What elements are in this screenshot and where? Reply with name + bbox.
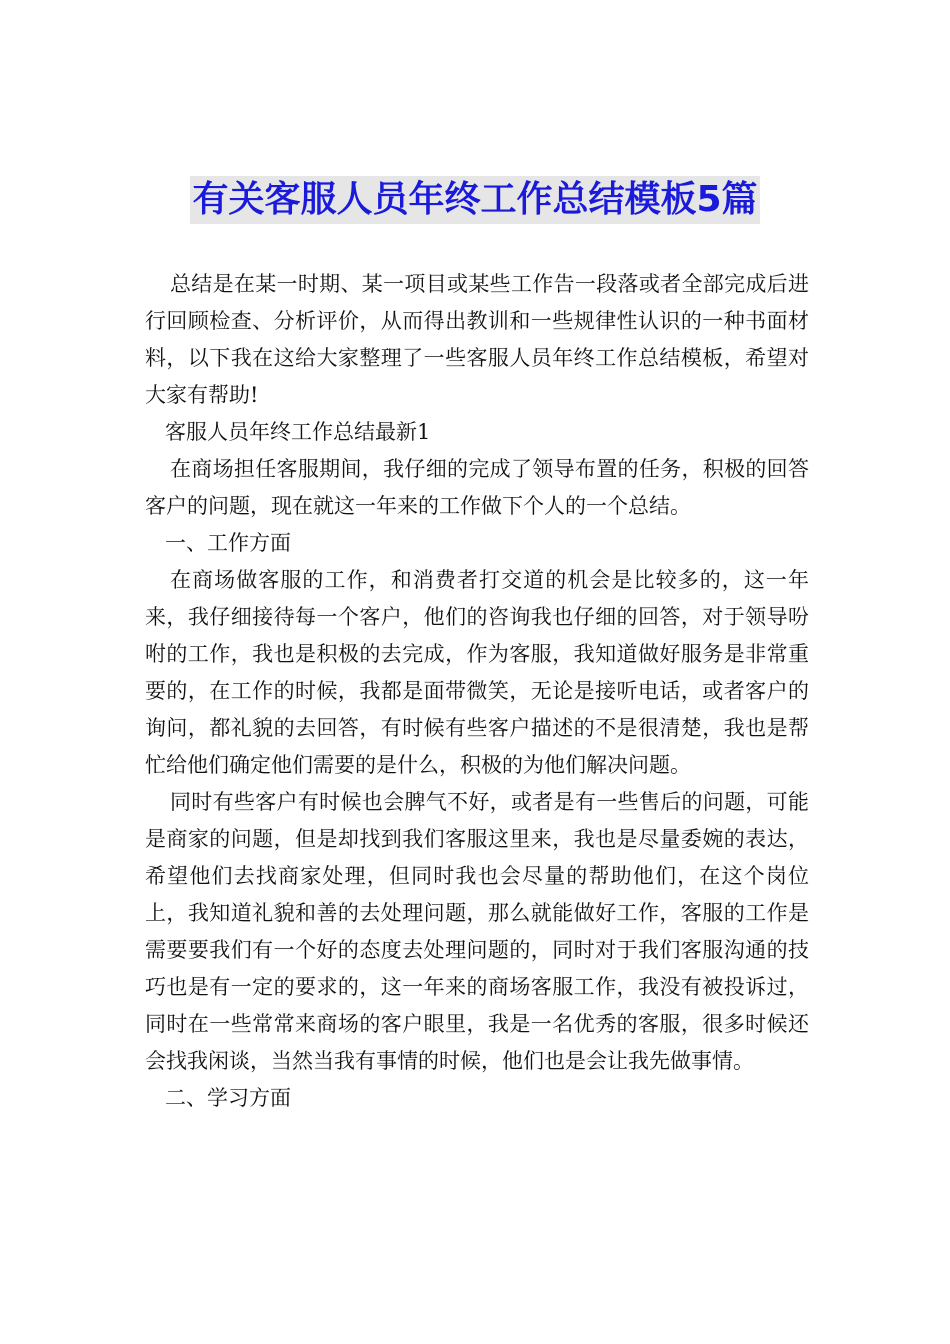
- body-paragraph: 在商场担任客服期间，我仔细的完成了领导布置的任务，积极的回答客户的问题，现在就这一年来的工作做下个人的一个总结。: [145, 457, 809, 518]
- title-container: [0, 176, 950, 224]
- body-paragraph: 同时有些客户有时候也会脾气不好，或者是有一些售后的问题，可能是商家的问题，但是却找到我们客服这里来，我也是尽量委婉的表达，希望他们去找商家处理，但同时我也会尽量的帮助他们，在这个岗位上，我知道礼貌和善的去处理问题，那么就能做好工作，客服的工作是需要要我们有一个好的态度去处理问题的，同时对于我们客服沟通的技巧也是有一定的要求的，这一年来的商场客服工作，我没有被投诉过，同时在一些常常来商场的客户眼里，我是一名优秀的客服，很多时候还会找我闲谈，当然当我有事情的时候，他们也是会让我先做事情。: [145, 790, 809, 1073]
- body-paragraph: 在商场做客服的工作，和消费者打交道的机会是比较多的，这一年来，我仔细接待每一个客户，他们的咨询我也仔细的回答，对于领导吩咐的工作，我也是积极的去完成，作为客服，我知道做好服务是非常重要的，在工作的时候，我都是面带微笑，无论是接听电话，或者客户的询问，都礼貌的去回答，有时候有些客户描述的不是很清楚，我也是帮忙给他们确定他们需要的是什么，积极的为他们解决问题。: [145, 568, 809, 777]
- document-body: [145, 266, 809, 1117]
- document-title: 有关客服人员年终工作总结模板5篇: [190, 176, 759, 224]
- intro-paragraph: 总结是在某一时期、某一项目或某些工作告一段落或者全部完成后进行回顾检查、分析评价，从而得出教训和一些规律性认识的一种书面材料，以下我在这给大家整理了一些客服人员年终工作总结模板，希望对大家有帮助!: [145, 272, 809, 407]
- subsection-heading-study: 二、学习方面: [165, 1086, 291, 1110]
- section-heading-1: 客服人员年终工作总结最新1: [165, 420, 431, 444]
- subsection-heading-work: 一、工作方面: [165, 531, 291, 555]
